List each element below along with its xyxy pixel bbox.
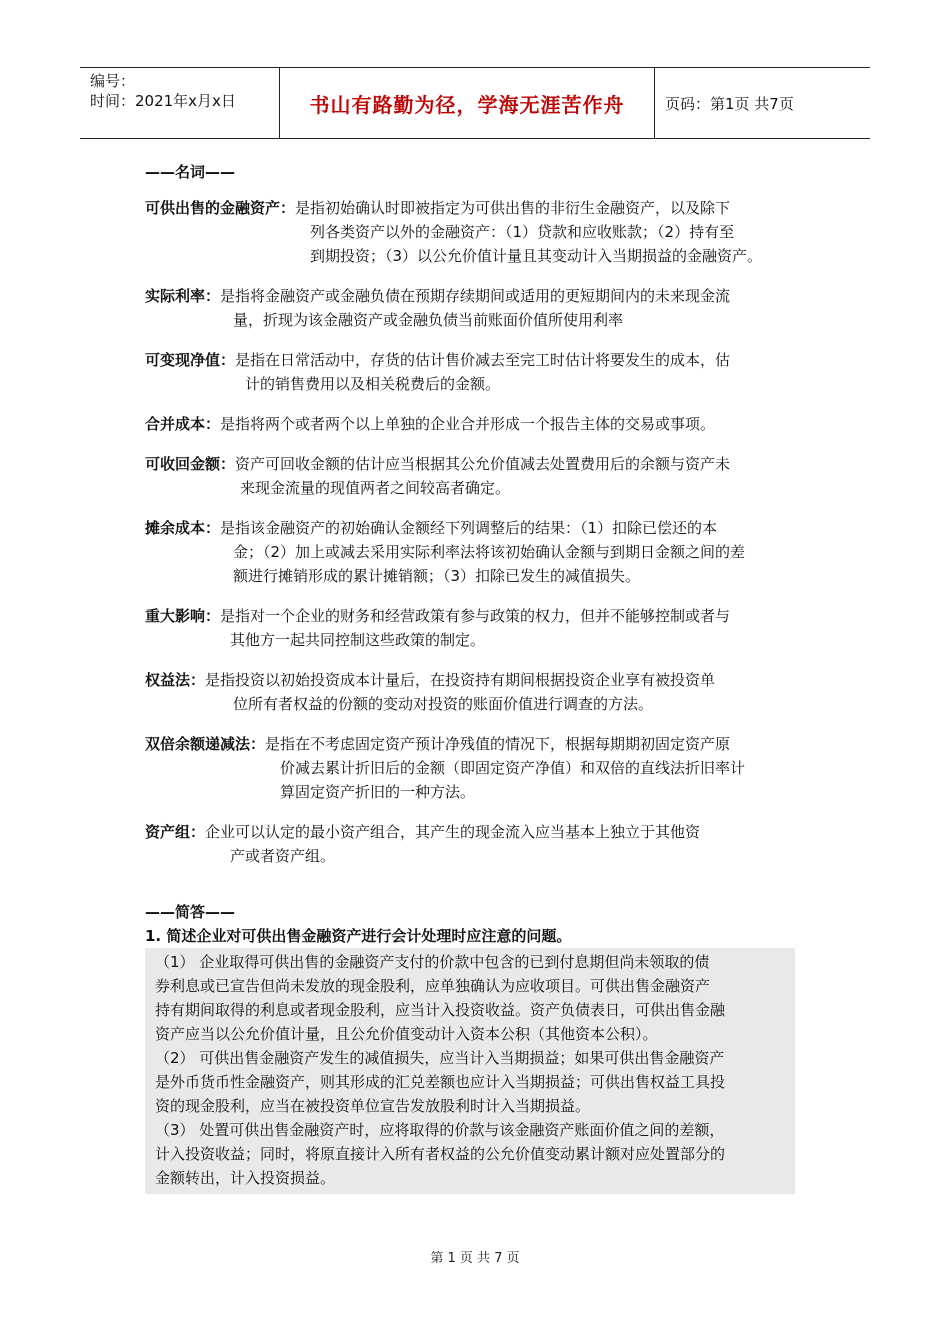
answer-line: 资的现金股利，应当在被投资单位宣告发放股利时计入当期损益。 (155, 1097, 591, 1115)
glossary-line (145, 284, 815, 308)
answer-line: （3） 处置可供出售金融资产时，应将取得的价款与该金融资产账面价值之间的差额， (155, 1121, 725, 1139)
glossary-term: 摊余成本： (145, 519, 221, 537)
glossary-item (145, 196, 815, 268)
glossary-definition: 是指该金融资产的初始确认金额经下列调整后的结果：（1）扣除已偿还的本 (220, 519, 718, 537)
glossary-line: 来现金流量的现值两者之间较高者确定。 (240, 479, 511, 497)
page-header (80, 67, 870, 139)
glossary-item (145, 732, 815, 804)
glossary-list (145, 196, 815, 868)
doc-time: 时间：2021年x月x日 (90, 92, 236, 110)
glossary-item (145, 412, 815, 436)
glossary-definition: 是指将两个或者两个以上单独的企业合并形成一个报告主体的交易或事项。 (220, 415, 716, 433)
glossary-line (145, 820, 815, 844)
glossary-term: 可变现净值： (145, 351, 236, 369)
glossary-definition: 资产可回收金额的估计应当根据其公允价值减去处置费用后的余额与资产未 (235, 455, 731, 473)
doc-number: 编号： (90, 72, 136, 90)
header-page-code: 页码：第1页 共7页 (665, 94, 794, 113)
glossary-term: 权益法： (145, 671, 206, 689)
question-1: 1. 简述企业对可供出售金融资产进行会计处理时应注意的问题。 (145, 927, 572, 945)
glossary-line (145, 452, 815, 476)
glossary-line (145, 604, 815, 628)
answer-line: 持有期间取得的利息或者现金股利，应当计入投资收益。资产负债表日，可供出售金融 (155, 1001, 726, 1019)
glossary-line (145, 516, 815, 540)
answer-line: 是外币货币性金融资产，则其形成的汇兑差额也应计入当期损益；可供出售权益工具投 (155, 1073, 726, 1091)
glossary-line (145, 196, 815, 220)
answer-line: （2） 可供出售金融资产发生的减值损失，应当计入当期损益；如果可供出售金融资产 (155, 1049, 725, 1067)
glossary-term: 双倍余额递减法： (145, 735, 266, 753)
glossary-line: 其他方一起共同控制这些政策的制定。 (230, 631, 486, 649)
glossary-definition: 是指对一个企业的财务和经营政策有参与政策的权力，但并不能够控制或者与 (220, 607, 731, 625)
glossary-definition: 是指在日常活动中，存货的估计售价减去至完工时估计将要发生的成本，估 (235, 351, 731, 369)
qa-title: ——简答—— (145, 903, 236, 921)
glossary-line: 列各类资产以外的金融资产：（1）贷款和应收账款；（2）持有至 (310, 223, 735, 241)
glossary-definition: 企业可以认定的最小资产组合，其产生的现金流入应当基本上独立于其他资 (205, 823, 701, 841)
glossary-line: 金；（2）加上或减去采用实际利率法将该初始确认金额与到期日金额之间的差 (233, 543, 746, 561)
glossary-item (145, 604, 815, 652)
glossary-line: 量，折现为该金融资产或金融负债当前账面价值所使用利率 (233, 311, 624, 329)
answer-line: 金额转出，计入投资损益。 (155, 1169, 336, 1187)
glossary-item (145, 452, 815, 500)
answer-line: （1） 企业取得可供出售的金融资产支付的价款中包含的已到付息期但尚未领取的债 (155, 953, 710, 971)
glossary-term: 可收回金额： (145, 455, 236, 473)
glossary-line: 位所有者权益的份额的变动对投资的账面价值进行调查的方法。 (233, 695, 654, 713)
glossary-definition: 是指在不考虑固定资产预计净残值的情况下，根据每期期初固定资产原 (265, 735, 731, 753)
glossary-term: 实际利率： (145, 287, 221, 305)
answer-line: 资产应当以公允价值计量，且公允价值变动计入资本公积（其他资本公积）。 (155, 1025, 658, 1043)
glossary-definition: 是指将金融资产或金融负债在预期存续期间或适用的更短期间内的未来现金流 (220, 287, 731, 305)
glossary-line: 算固定资产折旧的一种方法。 (280, 783, 476, 801)
glossary-term: 合并成本： (145, 415, 221, 433)
glossary-term: 重大影响： (145, 607, 221, 625)
glossary-item (145, 668, 815, 716)
glossary-item (145, 348, 815, 396)
glossary-item (145, 284, 815, 332)
answer-line: 券利息或已宣告但尚未发放的现金股利，应单独确认为应收项目。可供出售金融资产 (155, 977, 711, 995)
page-footer: 第 1 页 共 7 页 (430, 1251, 520, 1266)
glossary-line: 价减去累计折旧后的金额（即固定资产净值）和双倍的直线法折旧率计 (280, 759, 746, 777)
header-meta (80, 68, 280, 138)
glossary-term: 可供出售的金融资产： (145, 199, 296, 217)
glossary-line: 产或者资产组。 (230, 847, 336, 865)
glossary-definition: 是指初始确认时即被指定为可供出售的非衍生金融资产，以及除下 (295, 199, 731, 217)
glossary-item (145, 820, 815, 868)
header-motto: 书山有路勤为径，学海无涯苦作舟 (280, 68, 655, 138)
glossary-line (145, 348, 815, 372)
document-body (145, 160, 815, 1194)
glossary-line: 额进行摊销形成的累计摊销额；（3）扣除已发生的减值损失。 (233, 567, 641, 585)
answer-box (145, 948, 795, 1194)
glossary-title: ——名词—— (145, 163, 236, 181)
glossary-line: 计的销售费用以及相关税费后的金额。 (245, 375, 501, 393)
glossary-line (145, 412, 815, 436)
glossary-item (145, 516, 815, 588)
glossary-line (145, 668, 815, 692)
glossary-line (145, 732, 815, 756)
glossary-term: 资产组： (145, 823, 206, 841)
answer-line: 计入投资收益；同时，将原直接计入所有者权益的公允价值变动累计额对应处置部分的 (155, 1145, 726, 1163)
glossary-definition: 是指投资以初始投资成本计量后，在投资持有期间根据投资企业享有被投资单 (205, 671, 716, 689)
glossary-line: 到期投资；（3）以公允价值计量且其变动计入当期损益的金融资产。 (310, 247, 763, 265)
